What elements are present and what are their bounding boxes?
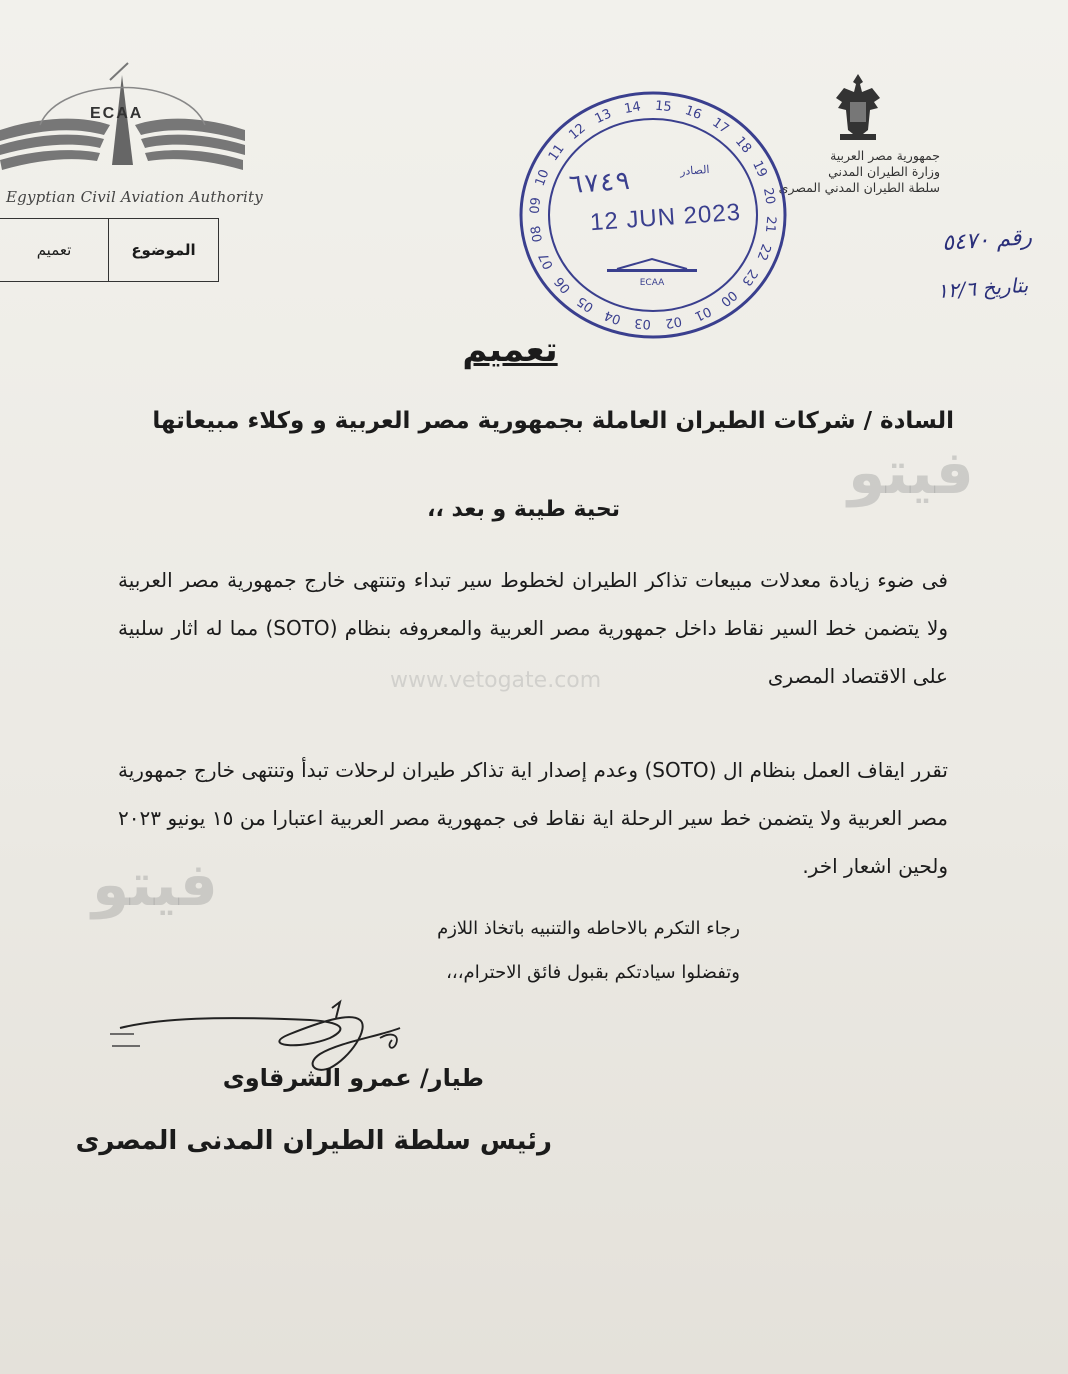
stamp-ring-number: 13 bbox=[592, 106, 614, 127]
subject-label: الموضوع bbox=[131, 241, 196, 259]
stamp-ring-number: 08 bbox=[528, 224, 547, 244]
paragraph-2: تقرر ايقاف العمل بنظام ال (SOTO) وعدم إصدار اية تذاكر طيران لرحلات تبدأ وتنتهى خارج جمهورية مصر العربية ولا يتضمن خط سير الرحلة اية نقاط فى جمهورية مصر العربية اعتبارا من ١٥ يونيو ٢٠٢٣ ولحين اشعار اخر. bbox=[118, 758, 948, 878]
stamp-ring-number: 22 bbox=[753, 241, 774, 263]
ministry-header bbox=[779, 148, 940, 196]
stamp-number: ٦٧٤٩ bbox=[567, 165, 632, 201]
stamp-ring-number: 04 bbox=[602, 307, 624, 327]
gov-line-3: سلطة الطيران المدني المصري bbox=[778, 180, 940, 195]
stamp-ring-number: 20 bbox=[759, 186, 778, 206]
stamp-ring-number: 23 bbox=[738, 266, 761, 289]
egypt-eagle-emblem bbox=[834, 72, 882, 142]
stamp-acronym: ECAA bbox=[639, 278, 665, 288]
stamp-ring-number: 07 bbox=[536, 250, 557, 272]
stamp-ring-number: 21 bbox=[761, 215, 779, 234]
stamp-ring-number: 06 bbox=[551, 273, 575, 296]
stamp-ring-number: 00 bbox=[717, 287, 740, 310]
handwritten-reference: رقم ٥٤٧٠ bbox=[941, 224, 1033, 257]
watermark-2: فيتو bbox=[92, 850, 218, 920]
stamp-ring-number: 15 bbox=[654, 98, 673, 116]
gov-line-1: جمهورية مصر العربية bbox=[830, 148, 940, 163]
stamp-ring-number: 12 bbox=[566, 120, 589, 143]
stamp-ring-number: 09 bbox=[527, 196, 545, 215]
logo-subtitle: Egyptian Civil Aviation Authority bbox=[6, 188, 263, 206]
stamp-ring-number: 17 bbox=[709, 115, 732, 137]
stamp-ring-number: 16 bbox=[682, 103, 704, 123]
watermark-url: www.vetogate.com bbox=[390, 668, 602, 693]
stamp-ring-number: 02 bbox=[663, 312, 683, 331]
stamp-label: الصادر bbox=[679, 162, 710, 179]
paragraph-1: فى ضوء زيادة معدلات مبيعات تذاكر الطيران لخطوط سير تبداء وتنتهى خارج جمهورية مصر العربية ولا يتضمن خط السير نقاط داخل جمهورية مصر العربية والمعروفه بنظام (SOTO) مما له اثار سلبية على الاقتصاد المصرى bbox=[118, 568, 949, 688]
stamp-ring-number: 05 bbox=[574, 293, 597, 315]
stamp-ring-number: 03 bbox=[633, 314, 652, 332]
stamp-ring-number: 10 bbox=[532, 167, 553, 189]
addressee: السادة / شركات الطيران العاملة بجمهورية مصر العربية و وكلاء مبيعاتها bbox=[152, 408, 954, 434]
closing-line-1: رجاء التكرم بالاحاطه والتنبيه باتخاذ اللازم bbox=[437, 918, 740, 939]
greeting: تحية طيبة و بعد ،، bbox=[427, 497, 620, 522]
stamp-ring-number: 19 bbox=[749, 158, 770, 180]
closing-line-2: وتفضلوا سيادتكم بقبول فائق الاحترام،،، bbox=[446, 962, 740, 983]
subject-box bbox=[0, 218, 219, 282]
subject-value: تعميم bbox=[0, 219, 109, 281]
stamp-date: 12 JUN 2023 bbox=[589, 198, 742, 237]
gov-line-2: وزارة الطيران المدني bbox=[828, 164, 940, 179]
stamp-ring-number: 01 bbox=[692, 303, 714, 324]
stamp-ring-number: 18 bbox=[731, 134, 755, 157]
stamp-ring-number: 11 bbox=[545, 141, 568, 164]
document-title: تعميم bbox=[462, 330, 558, 370]
signatory-name: طيار/ عمرو الشرقاوى bbox=[222, 1064, 484, 1092]
watermark-1: فيتو bbox=[848, 438, 974, 508]
signatory-title: رئيس سلطة الطيران المدنى المصرى bbox=[75, 1126, 552, 1156]
handwritten-date: بتاريخ ١٢/٦ bbox=[936, 272, 1029, 304]
stamp-ring-number: 14 bbox=[623, 99, 643, 118]
logo-acronym: ECAA bbox=[90, 105, 144, 122]
